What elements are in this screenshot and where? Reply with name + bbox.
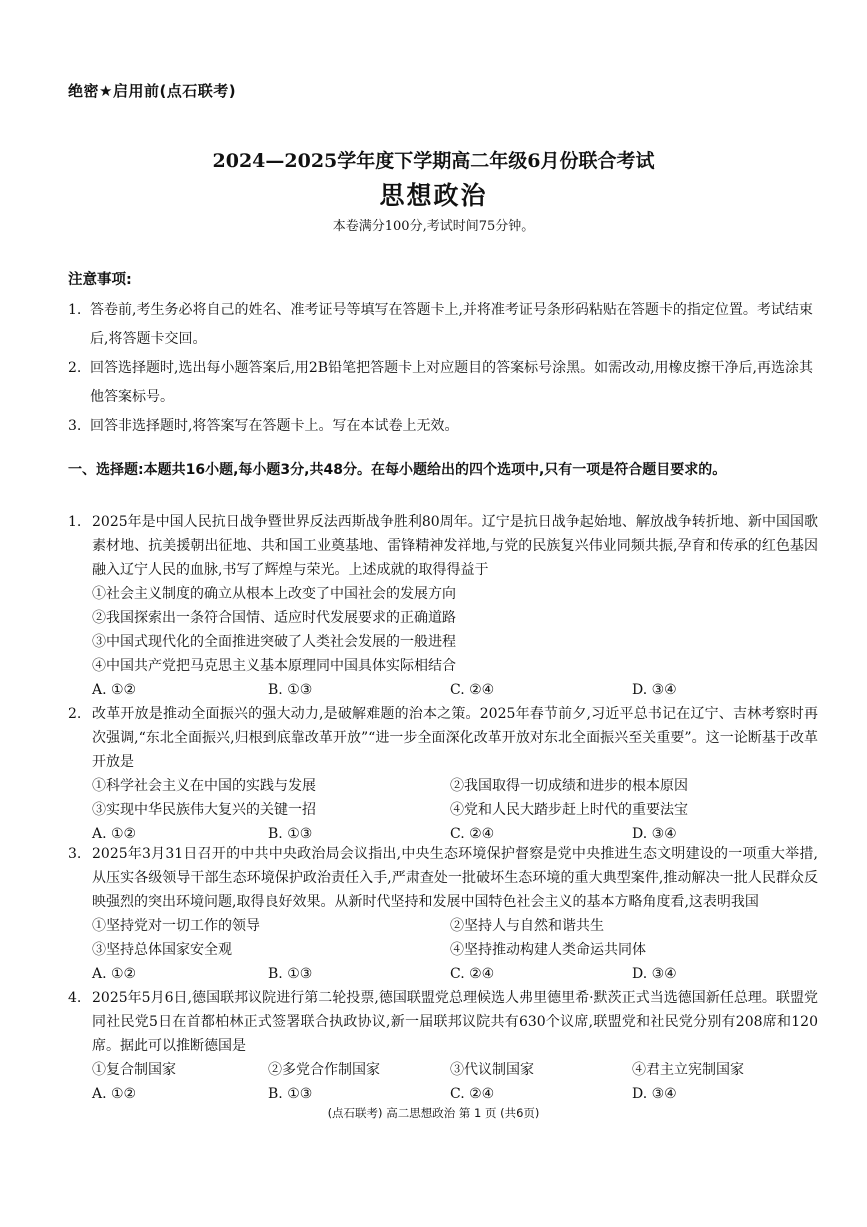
choice-b: B. ①③	[268, 682, 313, 698]
statement: ③坚持总体国家安全观	[92, 942, 232, 958]
question-stem: 2025年3月31日召开的中共中央政治局会议指出,中央生态环境保护督察是党中央推进生态文明建设的一项重大举措,从压实各级领导干部生态环境保护政治责任入手,严肃查处一批破坏生态环境的重大典型案件,推动解决一批人民群众反映强烈的突出环境问题,取得良好效果。从新时代坚持和发展中国特色社会主义的基本方略角度看,这表明我国	[92, 846, 818, 910]
statement: ②我国探索出一条符合国情、适应时代发展要求的正确道路	[92, 610, 456, 626]
statement: ②我国取得一切成绩和进步的根本原因	[450, 778, 688, 794]
exam-title: 2024—2025学年度下学期高二年级6月份联合考试	[212, 150, 655, 172]
statement-row	[92, 582, 818, 606]
statement: ③中国式现代化的全面推进突破了人类社会发展的一般进程	[92, 634, 456, 650]
notice-text: 回答非选择题时,将答案写在答题卡上。写在本试卷上无效。	[90, 418, 459, 434]
notice-item	[68, 296, 818, 354]
score-note: 本卷满分100分,考试时间75分钟。	[332, 219, 535, 234]
statement-row	[92, 606, 818, 630]
notice-number: 1.	[68, 302, 82, 318]
subject-title: 思想政治	[379, 181, 488, 210]
statement: ④坚持推动构建人类命运共同体	[450, 942, 646, 958]
question-1	[68, 510, 818, 702]
choice-d: D. ③④	[632, 966, 677, 982]
statement-row	[92, 774, 818, 798]
question-4	[68, 986, 818, 1106]
confidential-label: 绝密★启用前(点石联考)	[68, 82, 237, 100]
statement: ①科学社会主义在中国的实践与发展	[92, 778, 316, 794]
choice-a: A. ①②	[92, 682, 137, 698]
question-2	[68, 702, 818, 846]
statement: ②多党合作制国家	[268, 1062, 380, 1078]
statement: ①社会主义制度的确立从根本上改变了中国社会的发展方向	[92, 586, 456, 602]
notice-number: 3.	[68, 418, 82, 434]
statement-row	[92, 630, 818, 654]
choice-a: A. ①②	[92, 826, 137, 842]
notice-number: 2.	[68, 360, 82, 376]
statement: ②坚持人与自然和谐共生	[450, 918, 604, 934]
statement: ①复合制国家	[92, 1062, 176, 1078]
notice-heading: 注意事项:	[68, 272, 132, 288]
choice-c: C. ②④	[450, 1086, 495, 1102]
question-number: 1.	[68, 514, 82, 530]
section-heading: 一、选择题:本题共16小题,每小题3分,共48分。在每小题给出的四个选项中,只有一项是符合题目要求的。	[68, 462, 727, 478]
choices-row	[92, 678, 818, 702]
question-stem: 改革开放是推动全面振兴的强大动力,是破解难题的治本之策。2025年春节前夕,习近平总书记在辽宁、吉林考察时再次强调,“东北全面振兴,归根到底靠改革开放”“进一步全面深化改革开放对东北全面振兴至关重要”。这一论断基于改革开放是	[92, 706, 818, 770]
choices-row	[92, 962, 818, 986]
choice-a: A. ①②	[92, 966, 137, 982]
question-number: 3.	[68, 846, 82, 862]
choice-b: B. ①③	[268, 1086, 313, 1102]
notice-item	[68, 412, 818, 441]
choice-c: C. ②④	[450, 826, 495, 842]
question-stem: 2025年是中国人民抗日战争暨世界反法西斯战争胜利80周年。辽宁是抗日战争起始地、解放战争转折地、新中国国歌素材地、抗美援朝出征地、共和国工业奠基地、雷锋精神发祥地,与党的民族复兴伟业同频共振,孕育和传承的红色基因融入辽宁人民的血脉,书写了辉煌与荣光。上述成就的取得得益于	[92, 514, 818, 578]
choice-d: D. ③④	[632, 682, 677, 698]
statement: ①坚持党对一切工作的领导	[92, 918, 260, 934]
statement-row	[92, 654, 818, 678]
page-footer: (点石联考) 高二思想政治 第 1 页 (共6页)	[327, 1106, 540, 1120]
notice-item	[68, 354, 818, 412]
choice-d: D. ③④	[632, 826, 677, 842]
choice-c: C. ②④	[450, 966, 495, 982]
statement-row	[92, 938, 818, 962]
statement-row	[92, 798, 818, 822]
statement: ③实现中华民族伟大复兴的关键一招	[92, 802, 316, 818]
choice-b: B. ①③	[268, 966, 313, 982]
statement: ④中国共产党把马克思主义基本原理同中国具体实际相结合	[92, 658, 456, 674]
statement-row	[92, 1058, 818, 1082]
statement: ④君主立宪制国家	[632, 1062, 744, 1078]
statement: ④党和人民大踏步赶上时代的重要法宝	[450, 802, 688, 818]
notice-text: 回答选择题时,选出每小题答案后,用2B铅笔把答题卡上对应题目的答案标号涂黑。如需改动,用橡皮擦干净后,再选涂其他答案标号。	[90, 360, 813, 405]
question-3	[68, 842, 818, 986]
question-number: 2.	[68, 706, 82, 722]
choice-a: A. ①②	[92, 1086, 137, 1102]
choice-d: D. ③④	[632, 1086, 677, 1102]
statement-row	[92, 914, 818, 938]
question-number: 4.	[68, 990, 82, 1006]
question-stem: 2025年5月6日,德国联邦议院进行第二轮投票,德国联盟党总理候选人弗里德里希·默茨正式当选德国新任总理。联盟党同社民党5日在首都柏林正式签署联合执政协议,新一届联邦议院共有630个议席,联盟党和社民党分别有208席和120席。据此可以推断德国是	[92, 990, 818, 1054]
statement: ③代议制国家	[450, 1062, 534, 1078]
notice-text: 答卷前,考生务必将自己的姓名、准考证号等填写在答题卡上,并将准考证号条形码粘贴在答题卡的指定位置。考试结束后,将答题卡交回。	[90, 302, 813, 347]
choice-b: B. ①③	[268, 826, 313, 842]
choices-row	[92, 1082, 818, 1106]
choice-c: C. ②④	[450, 682, 495, 698]
